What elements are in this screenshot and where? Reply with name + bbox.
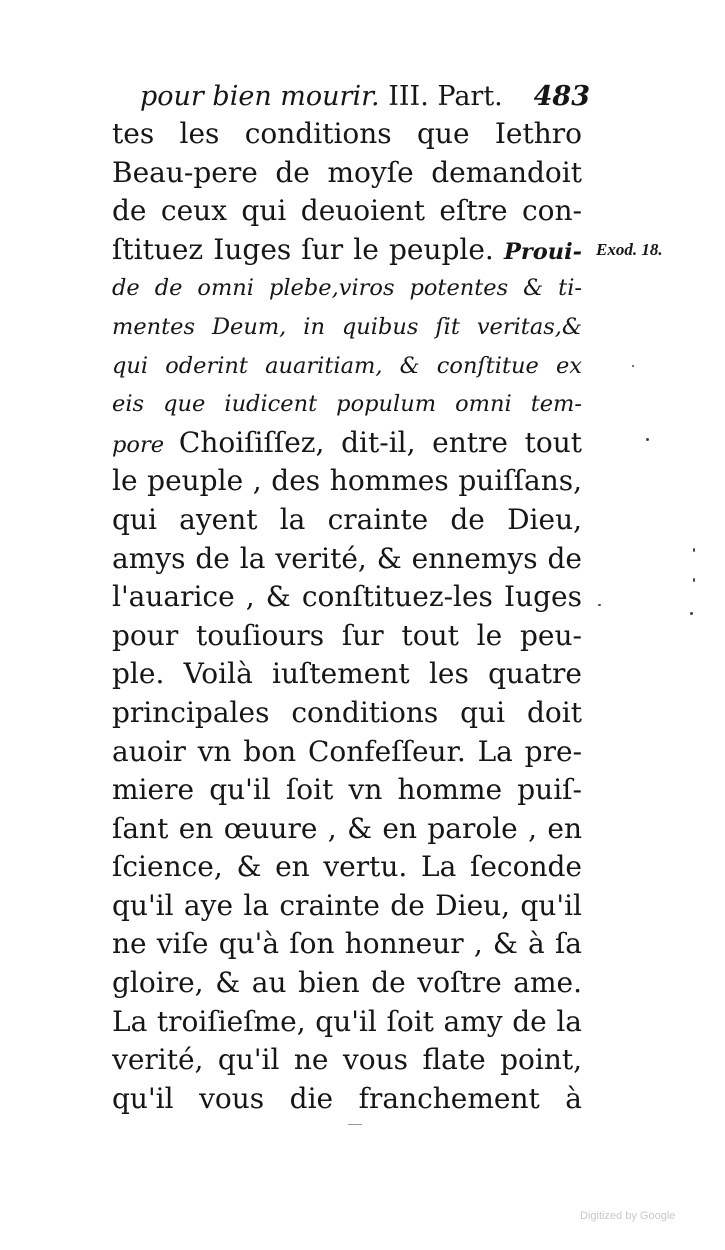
body-text [112,115,582,1118]
text-line: ne viſe qu'à ſon honneur , & à ſa [112,927,582,961]
text-line: qu'il aye la crainte de Dieu, qu'il [112,888,582,922]
text-line [112,231,582,270]
french-fragment: Choiſiſſez, dit-il, entre tout [178,425,582,459]
footer-mark [348,1124,362,1125]
french-fragment: ſtituez Iuges ſur le peuple. [112,232,504,266]
text-line: gloire, & au bien de voſtre ame. [112,966,582,1000]
part-label: III. Part. [388,81,503,112]
text-line: La troiſieſme, qu'il ſoit amy de la [112,1004,582,1038]
text-line: principales conditions qui doit [112,695,582,729]
text-line: tes les conditions que Iethro [112,117,582,150]
text-line: Beau-pere de moyſe demandoit [112,155,582,189]
text-line: le peuple , des hommes puiſſans, [112,464,582,498]
text-line: auoir vn bon Confeſſeur. La pre- [112,734,582,768]
ink-speck [632,365,634,367]
running-title: pour bien mourir. [140,81,380,112]
latin-fragment: Proui- [503,238,582,265]
text-line: l'auarice , & conſtituez-les Iuges [112,580,582,614]
ink-speck [693,548,695,552]
text-line: ſant en œuure , & en parole , en [112,811,582,845]
watermark: Digitized by Google [580,1210,676,1222]
running-header [140,78,590,116]
text-line: qui ayent la crainte de Dieu, [112,502,582,536]
text-line: qu'il vous die franchement à [112,1081,582,1115]
text-line: de de omni plebe,viros potentes & ti- [112,275,582,302]
text-line [112,424,582,463]
text-line: pour touſiours ſur tout le peu- [112,618,582,652]
ink-speck [690,612,693,615]
text-line: eis que iudicent populum omni tem- [112,391,582,418]
marginal-note: Exod. 18. [596,240,663,259]
ink-speck [693,578,695,582]
text-line: amys de la verité, & ennemys de [112,541,582,575]
text-line: verité, qu'il ne vous flate point, [112,1043,582,1077]
ink-speck [598,604,601,606]
page-number: 483 [533,81,590,112]
text-line: mentes Deum, in quibus ſit veritas,& [112,313,582,340]
ink-speck [646,438,649,441]
latin-fragment: pore [112,431,179,458]
text-line: miere qu'il ſoit vn homme puiſ- [112,773,582,807]
text-line: ple. Voilà iuſtement les quatre [112,657,582,691]
text-line: ſcience, & en vertu. La ſeconde [112,850,582,884]
text-line: qui oderint auaritiam, & conſtitue ex [112,352,582,379]
text-line: de ceux qui deuoient eſtre con- [112,194,582,228]
